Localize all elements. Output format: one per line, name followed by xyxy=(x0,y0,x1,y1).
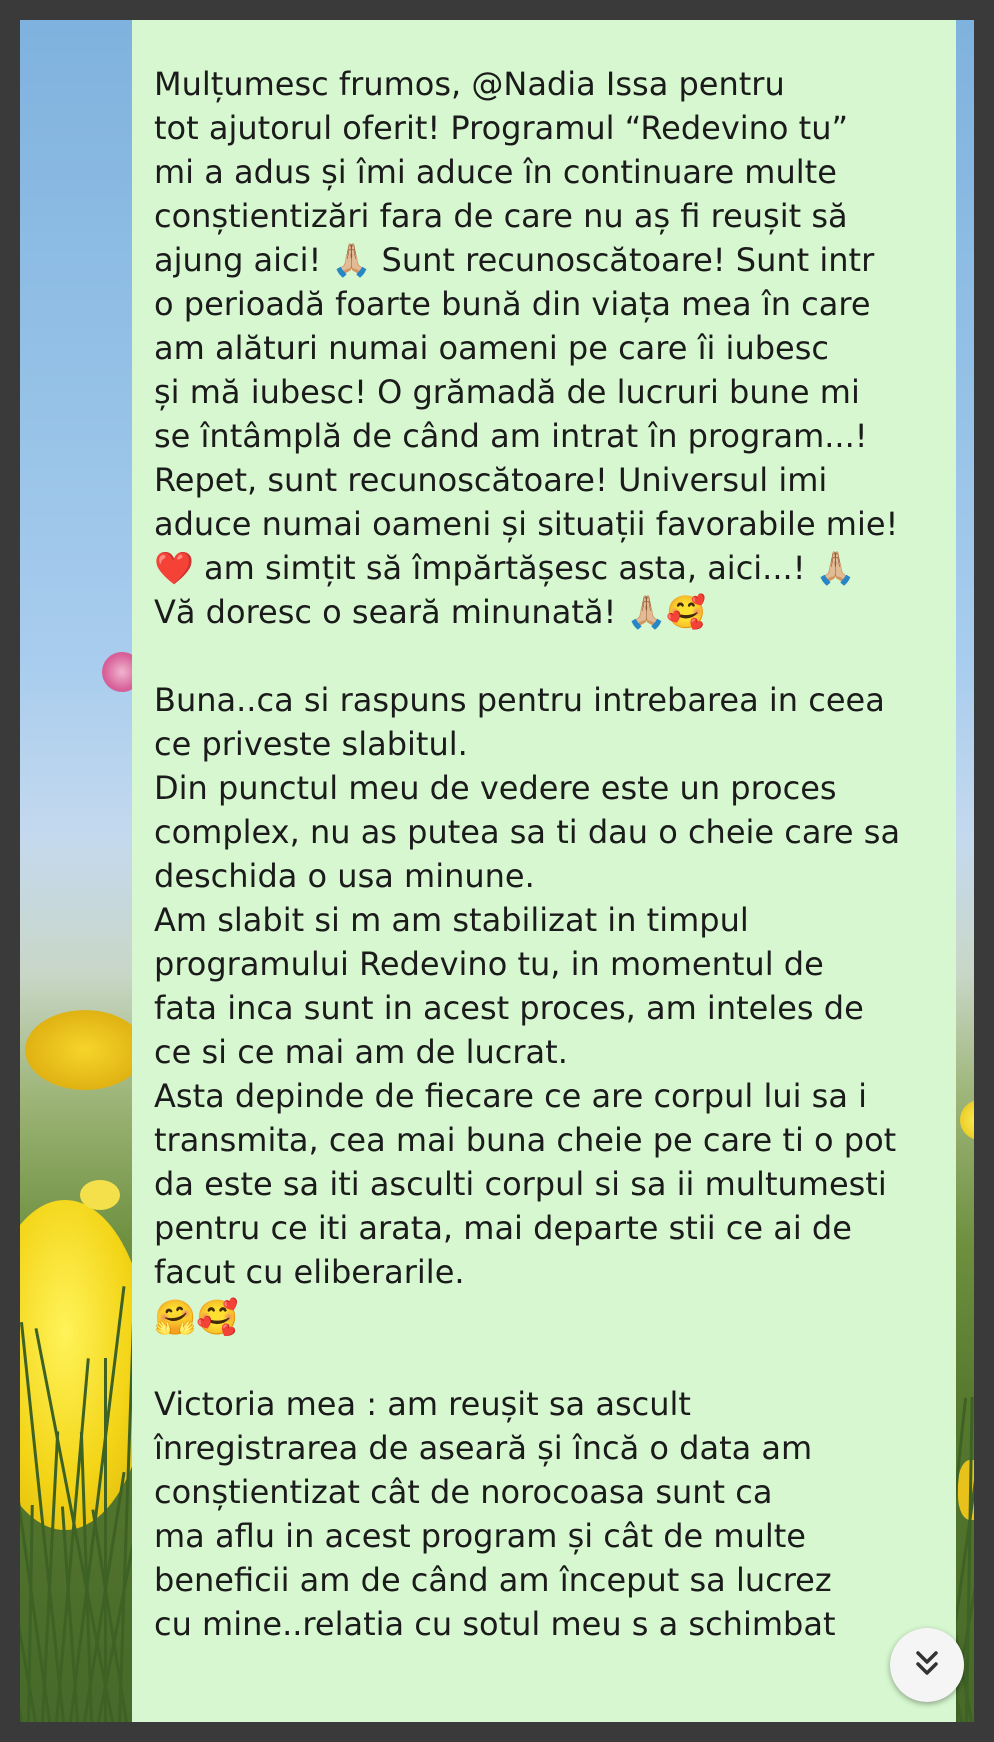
message-text xyxy=(154,678,926,1338)
message-line: conștientizări fara de care nu aș fi reușit să xyxy=(154,197,848,235)
message-bubble xyxy=(132,20,956,1722)
message-line: programului Redevino tu, in momentul de xyxy=(154,945,824,983)
message-line: am alături numai oameni pe care îi iubesc xyxy=(154,329,829,367)
message-line: transmita, cea mai buna cheie pe care ti o pot xyxy=(154,1121,897,1159)
message-line: Am slabit si m am stabilizat in timpul xyxy=(154,901,749,939)
yellow-flower-decoration xyxy=(80,1180,120,1210)
message-line: complex, nu as putea sa ti dau o cheie care sa xyxy=(154,813,901,851)
message-line: Asta depinde de fiecare ce are corpul lui sa i xyxy=(154,1077,868,1115)
message-line: Buna..ca si raspuns pentru intrebarea in ceea xyxy=(154,681,885,719)
message-line: beneficii am de când am început sa lucrez xyxy=(154,1561,832,1599)
message-line: facut cu eliberarile. xyxy=(154,1253,465,1291)
message-line: cu mine..relatia cu sotul meu s a schimbat xyxy=(154,1605,836,1643)
message-line: mi a adus și îmi aduce în continuare multe xyxy=(154,153,837,191)
message-line: tot ajutorul oferit! Programul “Redevino tu” xyxy=(154,109,849,147)
message-line: Vă doresc o seară minunată! 🙏🏼🥰 xyxy=(154,593,707,631)
scroll-to-bottom-button[interactable] xyxy=(890,1628,964,1702)
message-line: conștientizat cât de norocoasa sunt ca xyxy=(154,1473,773,1511)
message-line: o perioadă foarte bună din viața mea în care xyxy=(154,285,871,323)
message-line: ce si ce mai am de lucrat. xyxy=(154,1033,568,1071)
yellow-flower-decoration xyxy=(960,1100,974,1140)
grass-blade xyxy=(965,1397,974,1722)
message-line: ma aflu in acest program și cât de multe xyxy=(154,1517,806,1555)
message-line: se întâmplă de când am intrat în program...! xyxy=(154,417,868,455)
grass-blade xyxy=(104,1358,107,1722)
message-line: Victoria mea : am reușit sa ascult xyxy=(154,1385,691,1423)
message-line: fata inca sunt in acest proces, am inteles de xyxy=(154,989,864,1027)
message-line: Mulțumesc frumos, @Nadia Issa pentru xyxy=(154,65,785,103)
message-line: deschida o usa minune. xyxy=(154,857,535,895)
message-line: ajung aici! 🙏🏼 Sunt recunoscătoare! Sunt intr xyxy=(154,241,875,279)
message-line: ce priveste slabitul. xyxy=(154,725,468,763)
double-chevron-down-icon xyxy=(910,1646,944,1684)
yellow-flower-decoration xyxy=(25,1010,145,1090)
message-line: ❤️ am simțit să împărtășesc asta, aici...! 🙏🏼 xyxy=(154,549,856,587)
message-text xyxy=(154,62,926,634)
emoji-line: 🤗🥰 xyxy=(154,1298,239,1338)
message-line: Repet, sunt recunoscătoare! Universul imi xyxy=(154,461,828,499)
message-line: pentru ce iti arata, mai departe stii ce ai de xyxy=(154,1209,852,1247)
message-line: Din punctul meu de vedere este un proces xyxy=(154,769,837,807)
message-line: da este sa iti asculti corpul si sa ii multumesti xyxy=(154,1165,887,1203)
message-text xyxy=(154,1382,926,1646)
message-line: și mă iubesc! O grămadă de lucruri bune mi xyxy=(154,373,860,411)
message-line: aduce numai oameni și situații favorabile mie! xyxy=(154,505,899,543)
message-line: înregistrarea de aseară și încă o data am xyxy=(154,1429,813,1467)
